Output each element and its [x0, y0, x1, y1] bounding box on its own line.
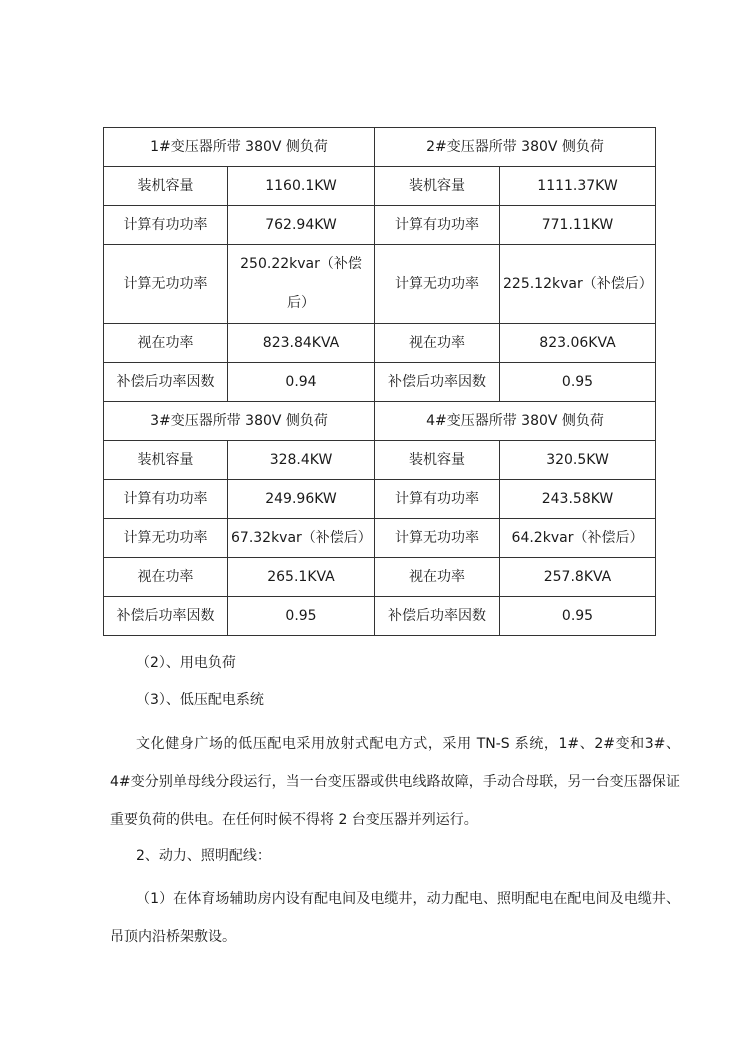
row-label: 补偿后功率因数 [104, 363, 228, 402]
table-row [104, 245, 656, 324]
table-row [104, 167, 656, 206]
row-label: 计算有功功率 [104, 480, 228, 519]
row-value: 265.1KVA [228, 558, 375, 597]
row-label: 计算无功功率 [104, 519, 228, 558]
row-value: 823.06KVA [500, 324, 656, 363]
row-value: 1160.1KW [228, 167, 375, 206]
row-label: 装机容量 [375, 167, 500, 206]
row-label: 计算无功功率 [104, 245, 228, 324]
transformer-load-table [103, 127, 656, 636]
table-row [104, 363, 656, 402]
row-label: 装机容量 [104, 167, 228, 206]
row-value: 249.96KW [228, 480, 375, 519]
block-header-right: 4#变压器所带 380V 侧负荷 [375, 402, 656, 441]
row-label: 补偿后功率因数 [375, 597, 500, 636]
table-row [104, 519, 656, 558]
row-value: 0.95 [500, 597, 656, 636]
row-value: 67.32kvar（补偿后） [228, 519, 375, 558]
table-row [104, 206, 656, 245]
item-3-heading: （3）、低压配电系统 [136, 692, 264, 708]
row-value: 257.8KVA [500, 558, 656, 597]
row-value: 0.95 [500, 363, 656, 402]
table-row [104, 324, 656, 363]
row-label: 装机容量 [104, 441, 228, 480]
row-value: 0.94 [228, 363, 375, 402]
row-label: 补偿后功率因数 [375, 363, 500, 402]
block-header-right: 2#变压器所带 380V 侧负荷 [375, 128, 656, 167]
row-label: 计算有功功率 [375, 480, 500, 519]
row-value: 771.11KW [500, 206, 656, 245]
table-row [104, 558, 656, 597]
block-header-left: 3#变压器所带 380V 侧负荷 [104, 402, 375, 441]
row-label: 视在功率 [375, 558, 500, 597]
row-label: 计算有功功率 [104, 206, 228, 245]
row-value: 250.22kvar（补偿后） [228, 245, 375, 324]
section-2-heading: 2、动力、照明配线： [136, 848, 271, 864]
row-label: 视在功率 [104, 324, 228, 363]
row-value: 64.2kvar（补偿后） [500, 519, 656, 558]
row-label: 计算有功功率 [375, 206, 500, 245]
body-paragraph-2: （1）在体育场辅助房内设有配电间及电缆井，动力配电、照明配电在配电间及电缆井、吊顶内沿桥架敷设。 [110, 891, 680, 945]
row-value: 823.84KVA [228, 324, 375, 363]
row-label: 视在功率 [375, 324, 500, 363]
row-value: 243.58KW [500, 480, 656, 519]
row-value: 320.5KW [500, 441, 656, 480]
table-header-row [104, 128, 656, 167]
item-2-heading: （2）、用电负荷 [136, 655, 236, 671]
row-label: 补偿后功率因数 [104, 597, 228, 636]
table-row [104, 441, 656, 480]
row-label: 视在功率 [104, 558, 228, 597]
table-header-row [104, 402, 656, 441]
row-value: 328.4KW [228, 441, 375, 480]
row-value: 1111.37KW [500, 167, 656, 206]
row-label: 装机容量 [375, 441, 500, 480]
row-value: 762.94KW [228, 206, 375, 245]
table-row [104, 597, 656, 636]
row-value: 0.95 [228, 597, 375, 636]
row-label: 计算无功功率 [375, 245, 500, 324]
body-paragraph-1: 文化健身广场的低压配电采用放射式配电方式，采用 TN-S 系统，1#、2#变和3#、4#变分别单母线分段运行，当一台变压器或供电线路故障，手动合母联，另一台变压器保证重要负荷的供电。在任何时候不得将 2 台变压器并列运行。 [110, 736, 680, 828]
row-value: 225.12kvar（补偿后） [500, 245, 656, 324]
block-header-left: 1#变压器所带 380V 侧负荷 [104, 128, 375, 167]
table-row [104, 480, 656, 519]
row-label: 计算无功功率 [375, 519, 500, 558]
